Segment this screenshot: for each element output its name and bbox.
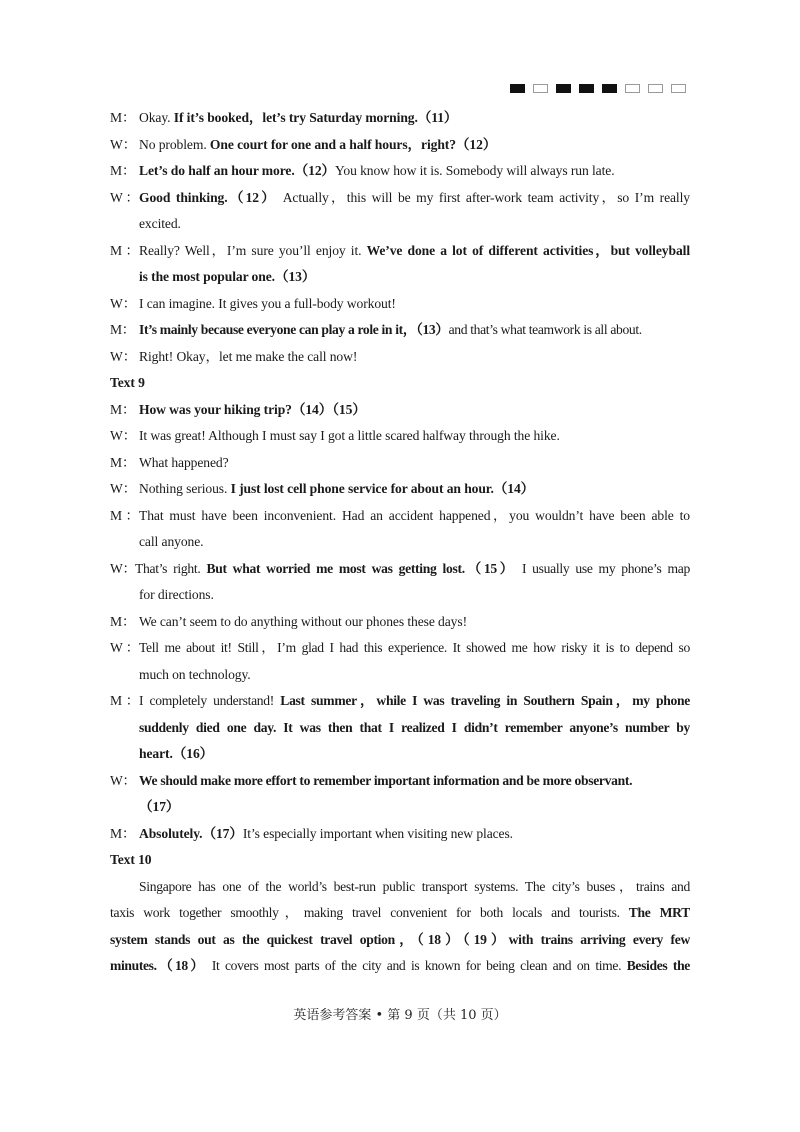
dialogue-line-continuation [110,211,690,238]
speaker-label: W： [110,428,137,443]
text: taxis work together smoothly，making travel convenient for both locals and tourists. [110,905,629,920]
answer-key-text: is the most popular one.（13） [139,269,316,284]
answer-key-text: We should make more effort to remember important information and be more observant. [139,772,633,788]
answer-key-text: The MRT [628,905,690,920]
progress-box [625,84,640,93]
dialogue-line [110,317,690,344]
dialogue-line [110,476,690,503]
answer-key-text: Last summer，while I was traveling in Southern Spain，my phone [280,693,690,708]
dialogue-line-continuation [110,264,690,291]
text: Singapore has one of the world’s best-run public transport systems. The city’s buses，trains and [139,878,690,894]
speaker-label: M： [110,693,139,708]
dialogue-line [110,397,690,424]
progress-box [671,84,686,93]
dialogue-line [110,503,690,530]
section-heading: Text 10 [110,852,152,867]
text: What happened? [139,454,229,470]
dialogue-line [110,556,690,583]
progress-box [648,84,663,93]
text: It covers most parts of the city and is known for being clean and on time. [211,958,627,973]
speaker-label: M： [110,825,136,841]
dialogue-line [110,238,690,265]
answer-key-text: But what worried me most was getting lost.（15） [206,560,516,576]
dialogue-line [110,635,690,662]
text: That must have been inconvenient. Had an accident happened，you wouldn’t have been able to [139,507,690,523]
answer-key-text: One court for one and a half hours，right?（12） [209,136,497,152]
dialogue-line [110,423,690,450]
text: much on technology. [139,666,251,682]
progress-box [602,84,617,93]
dialogue-line [110,768,690,795]
dialogue-line [110,158,690,185]
answer-key-text: Good thinking.（12） [139,189,278,205]
dialogue-line-continuation [110,529,690,556]
answer-key-text: minutes.（18） [110,958,207,973]
text: It’s especially important when visiting new places. [242,825,513,841]
speaker-label: W： [110,136,137,152]
speaker-label: M： [110,322,135,337]
dialogue-line [110,688,690,715]
paragraph-line [110,953,690,980]
answer-key-text: We’ve done a lot of different activities，but volleyball [366,242,690,258]
answer-key-text: system stands out as the quickest travel option，（18）（19）with trains arriving every few [110,931,690,947]
answer-key-text: Besides the [626,958,690,973]
speaker-label: W： [110,481,137,496]
paragraph-line [110,927,690,954]
answer-key-text: It’s mainly because everyone can play a role in it，（13） [139,322,449,337]
dialogue-line-continuation [110,741,690,768]
speaker-label: W： [110,560,136,576]
speaker-label: W： [110,348,137,364]
paragraph-line [110,874,690,901]
dialogue-line [110,105,690,132]
speaker-label: M： [110,454,136,470]
dialogue-line-continuation [110,662,690,689]
text: I usually use my phone’s map [521,560,690,576]
text: call anyone. [139,534,204,549]
dialogue-line [110,821,690,848]
speaker-label: M： [110,163,136,178]
section-heading: Text 9 [110,375,145,390]
dialogue-line [110,291,690,318]
page-progress-indicator [510,84,686,93]
text: I completely understand! [139,693,281,708]
answer-key-text: Absolutely.（17） [139,825,243,841]
answer-key-text: （17） [139,799,180,814]
text: and that’s what teamwork is all about. [448,322,642,337]
speaker-label: M： [110,110,136,125]
progress-box [556,84,571,93]
progress-box [579,84,594,93]
text: Tell me about it! Still，I’m glad I had this experience. It showed me how risky it is to depend so [139,640,690,655]
speaker-label: W： [110,772,136,788]
text: Okay. [139,110,174,125]
dialogue-line [110,609,690,636]
dialogue-line [110,344,690,371]
text: Actually，this will be my first after-work team activity，so I’m really [282,189,690,205]
answer-key-text: How was your hiking trip?（14）（15） [139,401,366,417]
progress-box [510,84,525,93]
answer-key-text: If it’s booked，let’s try Saturday morning.（11） [173,110,458,125]
text: Right! Okay，let me make the call now! [139,348,358,364]
text: Really? Well，I’m sure you’ll enjoy it. [139,242,367,258]
speaker-label: W： [110,295,137,311]
answer-key-text: Let’s do half an hour more.（12） [139,163,336,178]
progress-box [533,84,548,93]
answer-key-text: heart.（16） [139,746,214,761]
text: You know how it is. Somebody will always run late. [335,163,615,178]
speaker-label: M： [110,242,139,258]
answer-key-text: I just lost cell phone service for about an hour.（14） [230,481,535,496]
speaker-label: W： [110,640,139,655]
dialogue-line-continuation [110,794,690,821]
text: I can imagine. It gives you a full-body workout! [139,295,396,311]
answer-transcript [110,105,690,980]
page-footer: 英语参考答案 • 第 9 页（共 10 页） [293,1008,507,1023]
dialogue-line [110,450,690,477]
text: for directions. [139,587,214,602]
dialogue-line-continuation [110,582,690,609]
dialogue-line [110,132,690,159]
text: We can’t seem to do anything without our phones these days! [139,613,467,629]
speaker-label: W： [110,189,139,205]
speaker-label: M： [110,507,139,523]
text: No problem. [139,136,210,152]
speaker-label: M： [110,401,136,417]
text: It was great! Although I must say I got a little scared halfway through the hike. [139,428,560,443]
text: Nothing serious. [139,481,231,496]
text: excited. [139,216,181,231]
answer-key-text: suddenly died one day. It was then that I realized I didn’t remember anyone’s number by [139,719,690,735]
speaker-label: M： [110,613,136,629]
dialogue-line-continuation [110,715,690,742]
dialogue-line [110,185,690,212]
paragraph-line [110,900,690,927]
text: That’s right. [135,560,207,576]
